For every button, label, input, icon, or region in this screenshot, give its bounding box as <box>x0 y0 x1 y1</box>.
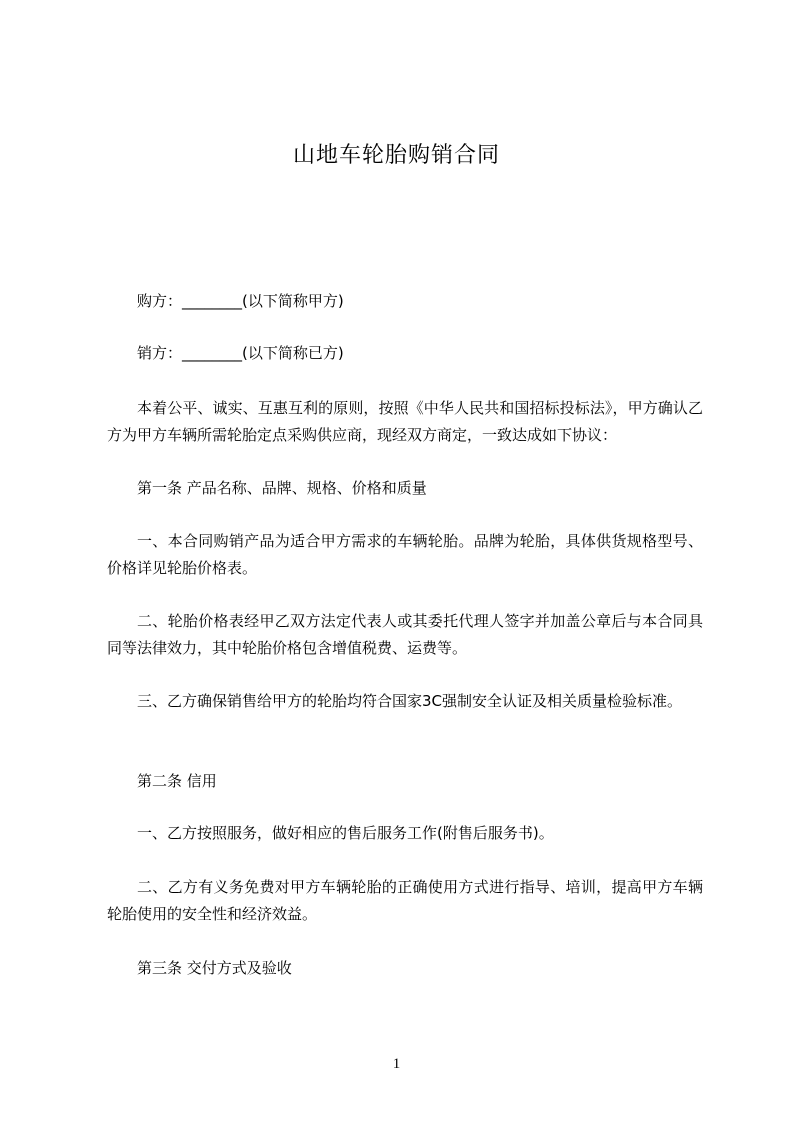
seller-line: 销方：________(以下简称已方) <box>137 344 344 362</box>
article1-clause-2: 二、轮胎价格表经甲乙双方法定代表人或其委托代理人签字并加盖公章后与本合同具同等法律效力，其中轮胎价格包含增值税费、运费等。 <box>107 612 703 657</box>
page-number: 1 <box>392 1056 401 1072</box>
article1-clause-1: 一、本合同购销产品为适合甲方需求的车辆轮胎。品牌为轮胎，具体供货规格型号、价格详见轮胎价格表。 <box>107 532 703 577</box>
buyer-line: 购方：________(以下简称甲方) <box>137 292 344 310</box>
article2-clause-1: 一、乙方按照服务，做好相应的售后服务工作(附售后服务书)。 <box>137 824 554 842</box>
preamble-paragraph: 本着公平、诚实、互惠互利的原则，按照《中华人民共和国招标投标法》，甲方确认乙方为甲方车辆所需轮胎定点采购供应商，现经双方商定，一致达成如下协议： <box>107 399 703 444</box>
article1-heading: 第一条 产品名称、品牌、规格、价格和质量 <box>137 479 427 497</box>
article2-clause-2: 二、乙方有义务免费对甲方车辆轮胎的正确使用方式进行指导、培训，提高甲方车辆轮胎使用的安全性和经济效益。 <box>107 878 703 923</box>
article1-clause-3: 三、乙方确保销售给甲方的轮胎均符合国家3C强制安全认证及相关质量检验标准。 <box>137 692 683 710</box>
document-title: 山地车轮胎购销合同 <box>292 143 500 168</box>
article3-heading: 第三条 交付方式及验收 <box>137 959 292 977</box>
article2-heading: 第二条 信用 <box>137 772 217 790</box>
